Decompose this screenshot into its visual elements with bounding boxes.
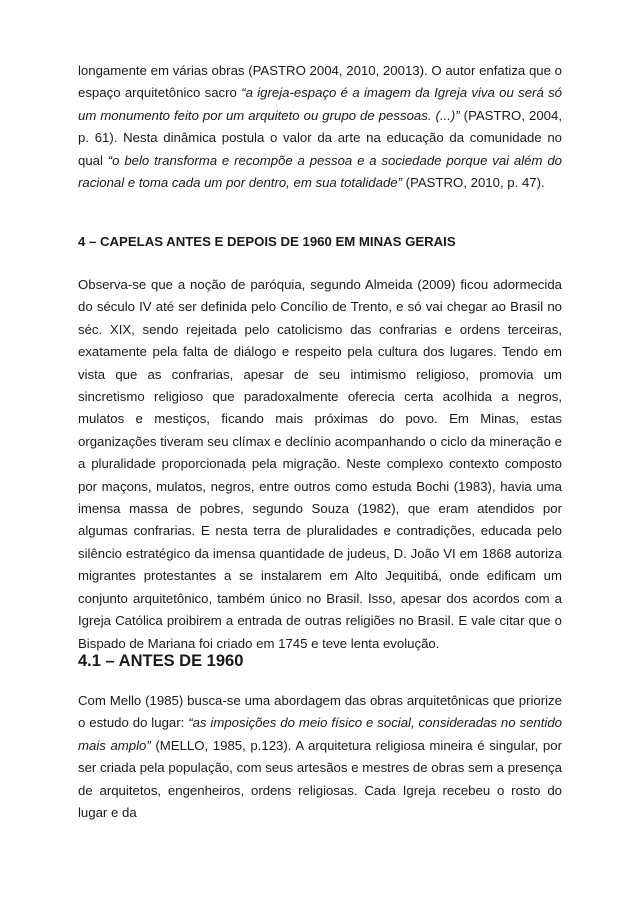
quotation: “o belo transforma e recompõe a pessoa e a sociedade porque vai além do racional e toma cada um por dentro, em sua totalidade” [78,152,562,191]
section-heading: 4 – CAPELAS ANTES E DEPOIS DE 1960 EM MINAS GERAIS [78,234,456,249]
subsection-heading: 4.1 – ANTES DE 1960 [78,652,244,670]
paragraph-text: longamente em várias obras (PASTRO 2004, 2010, 20013). O autor enfatiza que o espaço arquitetônico sacro [78,63,562,101]
paragraph-paroquia: Observa-se que a noção de paróquia, segundo Almeida (2009) ficou adormecida do século IV até ser definida pelo Concílio de Trento, e só vai chegar ao Brasil no séc. XIX, sendo rejeitada pelo catolicismo das confrarias e ordens terceiras, exatamente pela falta de diálogo e respeito pela cultura dos lugares. Tendo em vista que as confrarias, apesar de seu intimismo religioso, promovia um sincretismo religioso que paradoxalmente oferecia certa acolhida a negros, mulatos e mestiços, ficando mais próximas do povo. Em Minas, estas organizações tiveram seu clímax e declínio acompanhando o ciclo da mineração e a pluralidade proporcionada pela migração. Neste complexo contexto composto por maçons, mulatos, negros, entre outros como estuda Bochi (1983), havia uma imensa massa de pobres, segundo Souza (1982), que eram atendidos por algumas confrarias. E nesta terra de pluralidades e contradições, educada pelo silêncio estratégico da imensa quantidade de judeus, D. João VI em 1868 autoriza migrantes protestantes a se instalarem em Alto Jequitibá, onde edificam um conjunto arquitetônico, também único no Brasil. Isso, apesar dos acordos com a Igreja Católica proibirem a entrada de outras religiões no Brasil. E vale citar que o Bispado de Mariana foi criado em 1745 e teve lenta evolução. [78,277,562,651]
paragraph-mello [78,690,562,824]
paragraph-pastro [78,60,562,194]
paragraph-text: (PASTRO, 2010, p. 47). [402,175,545,191]
quotation: “as imposições do meio físico e social, consideradas no sentido mais amplo” [78,715,562,753]
paragraph-text: (MELLO, 1985, p.123). A arquitetura religiosa mineira é singular, por ser criada pela população, com seus artesãos e mestres de obras sem a presença de arquitetos, engenheiros, ordens religiosas. Cada Igreja recebeu o rosto do lugar e da [78,737,562,821]
paragraph-text: (PASTRO, 2004, p. 61). Nesta dinâmica postula o valor da arte na educação da comunidade no qual [78,107,562,168]
paragraph-text: Com Mello (1985) busca-se uma abordagem das obras arquitetônicas que priorize o estudo do lugar: [78,693,562,731]
quotation: “a igreja-espaço é a imagem da Igreja viva ou será só um monumento feito por um arquiteto ou grupo de pessoas. (...)” [78,85,562,123]
